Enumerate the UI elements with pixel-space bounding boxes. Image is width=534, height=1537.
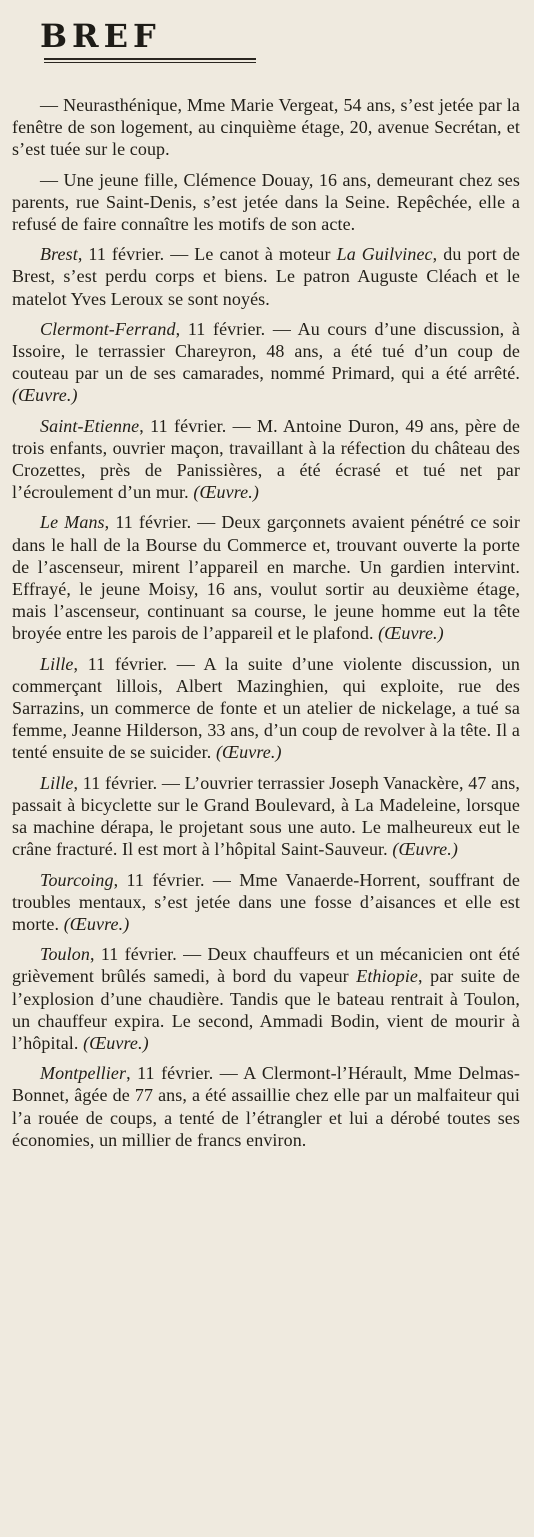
news-item-9: Tourcoing, 11 février. — Mme Vanaerde-Horrent, souffrant de troubles mentaux, s’est jetée dans une fosse d’aisances et elle est morte. (Œuvre.)	[12, 869, 520, 934]
news-item-1: — Neurasthénique, Mme Marie Vergeat, 54 ans, s’est jetée par la fenêtre de son logement, au cinquième étage, 20, avenue Secrétan, et s’est tuée sur le coup.	[12, 95, 520, 160]
dateline-place: Brest	[40, 244, 78, 265]
dateline-place: Lille	[40, 772, 74, 793]
ship-name: Ethiopie	[356, 966, 419, 987]
source-credit: (Œuvre.)	[215, 742, 282, 763]
title-underline-thin	[44, 62, 256, 63]
section-header	[12, 12, 520, 70]
news-item-8: Lille, 11 février. — L’ouvrier terrassier Joseph Vanackère, 47 ans, passait à bicyclette sur le Grand Boulevard, à La Madeleine, lorsque sa machine dérapa, le projetant sous une auto. Le malheureux eut le crâne fracturé. Il est mort à l’hôpital Saint-Sauveur. (Œuvre.)	[12, 772, 520, 860]
news-briefs	[12, 94, 520, 1151]
news-item-5: Saint-Etienne, 11 février. — M. Antoine Duron, 49 ans, père de trois enfants, ouvrier maçon, travaillant à la réfection du château des Crozettes, près de Panissières, a été écrasé et tué net par l’écroulement d’un mur. (Œuvre.)	[12, 415, 520, 503]
source-credit: (Œuvre.)	[378, 623, 444, 644]
dateline-place: Toulon	[40, 944, 90, 965]
news-item-2: — Une jeune fille, Clémence Douay, 16 ans, demeurant chez ses parents, rue Saint-Denis, s’est jetée dans la Seine. Repêchée, elle a refusé de faire connaître les motifs de son acte.	[12, 169, 520, 235]
source-credit: (Œuvre.)	[193, 482, 259, 503]
dateline-place: Clermont-Ferrand	[40, 318, 176, 339]
source-credit: (Œuvre.)	[392, 839, 458, 860]
news-item-6: Le Mans, 11 février. — Deux garçonnets avaient pénétré ce soir dans le hall de la Bourse du Commerce et, trouvant ouverte la porte de l’ascenseur, mirent l’appareil en marche. Un gardien intervint. Effrayé, le jeune Moisy, 16 ans, voulut sortir au deuxième étage, mais l’ascenseur, continuant sa course, le jeune homme eut la tête broyée entre les parois de l’appareil et le plafond. (Œuvre.)	[12, 512, 521, 644]
title-underline	[44, 58, 256, 60]
section-title: BREF	[40, 17, 161, 55]
dateline-place: Saint-Etienne	[40, 415, 140, 436]
ship-name: La Guilvinec	[336, 244, 433, 265]
source-credit: (Œuvre.)	[63, 913, 130, 934]
dateline-place: Lille	[40, 653, 74, 674]
news-item-10: Toulon, 11 février. — Deux chauffeurs et un mécanicien ont été grièvement brûlés samedi, à bord du vapeur Ethiopie, par suite de l’explosion d’une chaudière. Tandis que le bateau rentrait à Toulon, un chauffeur expira. Le second, Ammadi Bodin, vient de mourir à l’hôpital. (Œuvre.)	[12, 944, 520, 1053]
news-item-7: Lille, 11 février. — A la suite d’une violente discussion, un commerçant lillois, Albert Mazinghien, qui exploite, rue des Sarrazins, un commerce de fonte et un atelier de nickelage, a tué sa femme, Jeanne Hilderson, 33 ans, d’un coup de revolver à la tête. Il a tenté ensuite de se suicider. (Œuvre.)	[12, 653, 520, 763]
news-item-4: Clermont-Ferrand, 11 février. — Au cours d’une discussion, à Issoire, le terrassier Chareyron, 48 ans, a été tué d’un coup de couteau par un de ses camarades, nommé Primard, qui a été arrêté. (Œuvre.)	[12, 318, 520, 406]
news-item-11: Montpellier, 11 février. — A Clermont-l’Hérault, Mme Delmas-Bonnet, âgée de 77 ans, a été assaillie chez elle par un malfaiteur qui l’a rouée de coups, a tenté de l’étrangler et lui a dérobé toutes ses économies, un millier de francs environ.	[12, 1063, 520, 1150]
news-item-3: Brest, 11 février. — Le canot à moteur La Guilvinec, du port de Brest, s’est perdu corps et biens. Le patron Auguste Cléach et le matelot Yves Leroux se sont noyés.	[12, 244, 521, 309]
source-credit: (Œuvre.)	[12, 385, 78, 406]
dateline-place: Le Mans	[40, 512, 105, 533]
source-credit: (Œuvre.)	[83, 1032, 149, 1053]
dateline-place: Montpellier	[40, 1063, 127, 1084]
dateline-place: Tourcoing	[40, 869, 114, 890]
